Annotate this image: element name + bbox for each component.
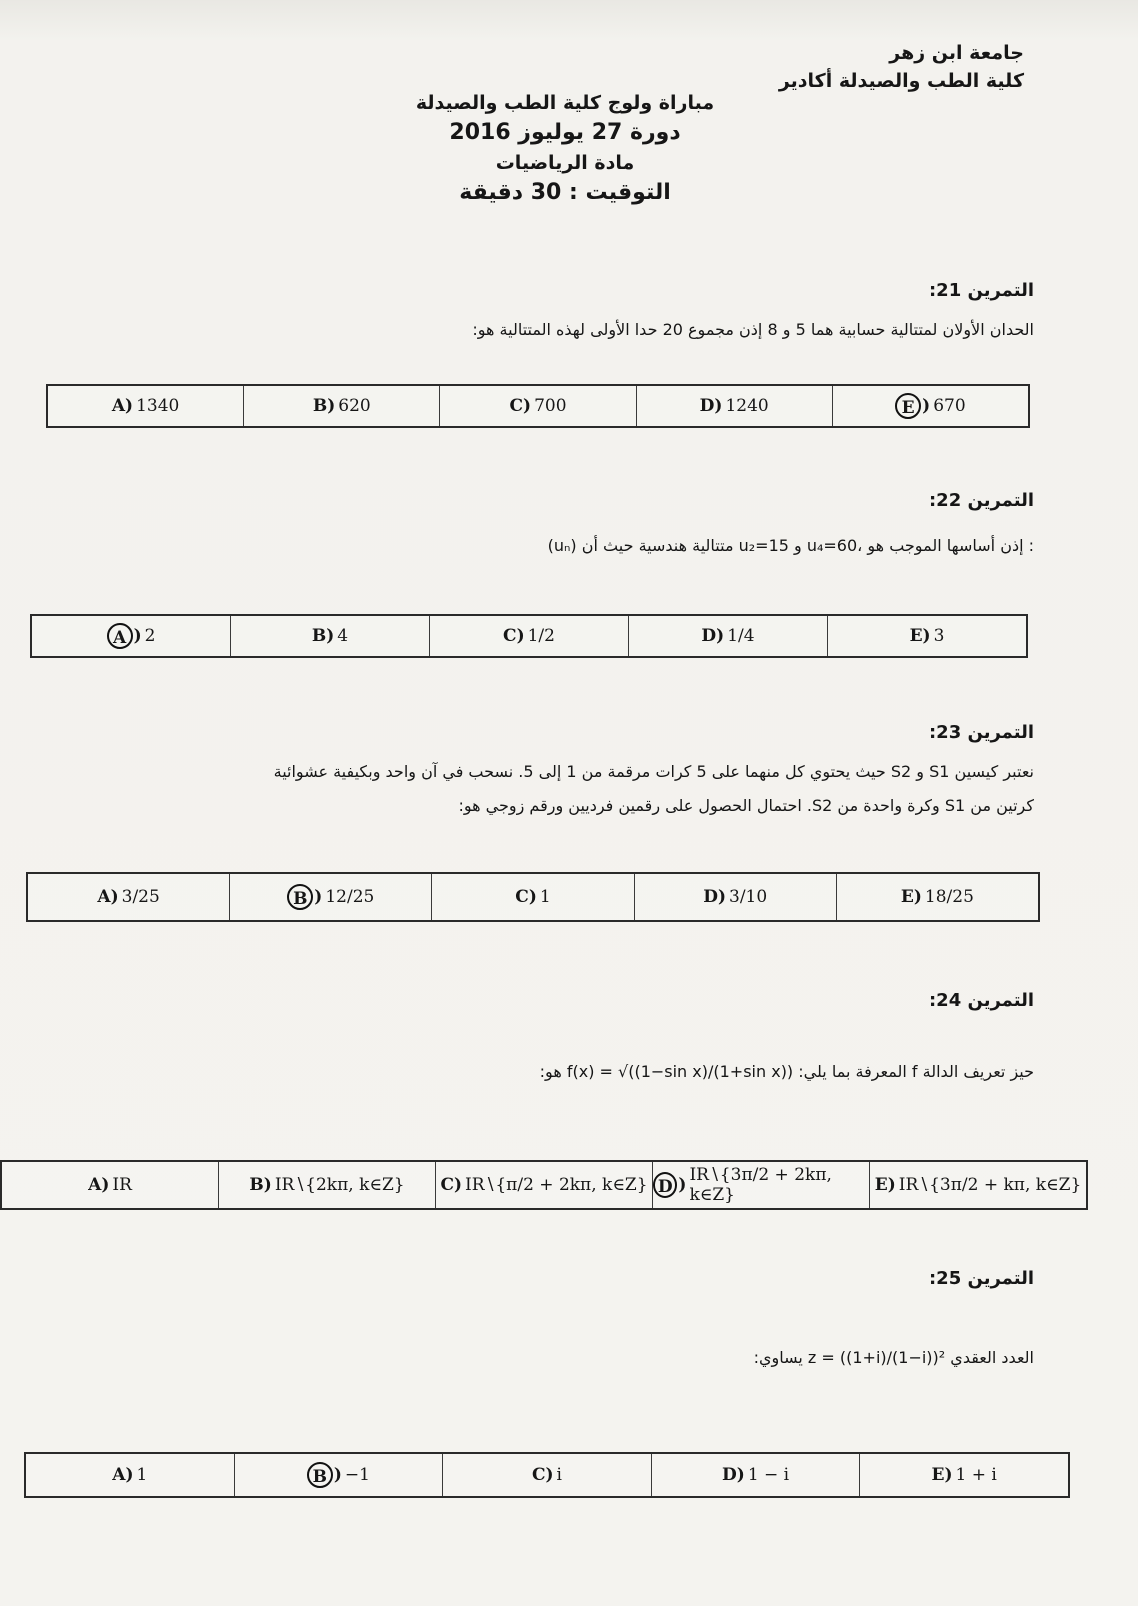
answer-letter: B: [249, 1175, 264, 1195]
answer-value: 1340: [136, 396, 180, 416]
answer-choice-d: [652, 1454, 861, 1496]
selected-answer-letter: E: [895, 393, 921, 419]
answer-value: −1: [344, 1465, 370, 1485]
selected-answer-letter: B: [307, 1462, 333, 1488]
answer-letter: E: [931, 1465, 945, 1485]
answer-choice-b: [230, 874, 432, 920]
exercise-25-answers: [24, 1452, 1070, 1498]
answer-choice-a: [26, 1454, 235, 1496]
answer-paren: ): [922, 626, 931, 646]
answer-value: IR∖{3π/2 + 2kπ, k∈Z}: [689, 1165, 832, 1205]
answer-letter: E: [909, 626, 923, 646]
exercise-24-title: التمرين 24:: [928, 990, 1034, 1011]
answer-choice-d: [629, 616, 828, 656]
answer-paren: ): [922, 396, 931, 416]
answer-paren: ): [125, 1465, 134, 1485]
answer-choice-a: [28, 874, 230, 920]
exam-duration: التوقيت : 30 دقيقة: [459, 180, 671, 205]
exercise-21-title: التمرين 21:: [928, 280, 1034, 301]
answer-paren: ): [333, 1465, 342, 1485]
answer-choice-d: [653, 1162, 870, 1208]
answer-choice-d: [635, 874, 837, 920]
answer-letter: D: [722, 1465, 737, 1485]
answer-choice-a: [48, 386, 244, 426]
answer-choice-e: [860, 1454, 1068, 1496]
answer-letter: C: [509, 396, 524, 416]
exercise-24-statement: حيز تعريف الدالة f المعرفة بما يلي: f(x) = √((1−sin x)/(1+sin x)) هو:: [539, 1062, 1034, 1081]
answer-value: 670: [933, 396, 966, 416]
answer-choice-a: [2, 1162, 219, 1208]
exercise-23-statement-line1: نعتبر كيسين S1 و S2 حيث يحتوي كل منهما على 5 كرات مرقمة من 1 إلى 5. نسحب في آن واحد وبكيفية عشوائية: [273, 762, 1034, 781]
answer-paren: ): [717, 887, 727, 907]
answer-value: i: [556, 1465, 562, 1485]
answer-letter: A: [88, 1175, 102, 1195]
exam-name: مباراة ولوج كلية الطب والصيدلة: [415, 92, 715, 114]
answer-paren: ): [545, 1465, 554, 1485]
answer-choice-c: [436, 1162, 653, 1208]
answer-value: 18/25: [924, 887, 974, 907]
answer-letter: A: [111, 396, 126, 416]
exercise-24-answers: [0, 1160, 1088, 1210]
answer-paren: ): [736, 1465, 745, 1485]
answer-value: 700: [534, 396, 567, 416]
answer-paren: ): [716, 626, 725, 646]
selected-answer-letter: D: [653, 1172, 677, 1198]
answer-paren: ): [110, 887, 119, 907]
answer-letter: D: [703, 887, 718, 907]
answer-letter: A: [97, 887, 111, 907]
answer-value: 3/25: [121, 887, 160, 907]
exercise-23-answers: [26, 872, 1040, 922]
answer-choice-e: [870, 1162, 1086, 1208]
answer-value: 1: [539, 887, 551, 907]
answer-choice-c: [443, 1454, 652, 1496]
answer-letter: D: [699, 396, 715, 416]
answer-paren: ): [523, 396, 532, 416]
answer-choice-c: [432, 874, 634, 920]
answer-value: 1/4: [727, 626, 755, 646]
answer-choice-a: [32, 616, 231, 656]
exam-session: دورة 27 يوليوز 2016: [449, 120, 681, 145]
answer-value: 2: [144, 626, 156, 646]
institution-line2: كلية الطب والصيدلة أكادير: [778, 70, 1024, 92]
answer-paren: ): [101, 1175, 110, 1195]
answer-letter: A: [112, 1465, 126, 1485]
exercise-23-statement-line2: كرتين من S1 وكرة واحدة من S2. احتمال الحصول على رقمين فرديين ورقم زوجي هو:: [458, 796, 1034, 815]
answer-paren: ): [678, 1175, 687, 1195]
answer-letter: B: [312, 396, 328, 416]
institution-line1: جامعة ابن زهر: [889, 42, 1024, 64]
answer-paren: ): [326, 626, 335, 646]
answer-letter: C: [531, 1465, 546, 1485]
answer-choice-c: [430, 616, 629, 656]
answer-choice-b: [235, 1454, 444, 1496]
answer-choice-b: [219, 1162, 436, 1208]
exam-header: [330, 88, 800, 208]
exercise-25-title: التمرين 25:: [928, 1268, 1034, 1289]
selected-answer-letter: A: [107, 623, 133, 649]
answer-paren: ): [453, 1175, 463, 1195]
answer-value: 1 + i: [955, 1465, 997, 1485]
selected-answer-letter: B: [287, 884, 313, 910]
answer-letter: C: [440, 1175, 454, 1195]
answer-paren: ): [263, 1175, 272, 1195]
exercise-21-answers: [46, 384, 1030, 428]
answer-value: 620: [338, 396, 371, 416]
answer-paren: ): [944, 1465, 953, 1485]
exercise-22-answers: [30, 614, 1028, 658]
answer-value: 12/25: [325, 887, 375, 907]
exam-subject: مادة الرياضيات: [495, 152, 635, 174]
answer-letter: E: [900, 887, 914, 907]
answer-value: 3: [933, 626, 945, 646]
answer-paren: ): [327, 396, 336, 416]
answer-letter: B: [311, 626, 327, 646]
answer-paren: ): [516, 626, 525, 646]
answer-choice-c: [440, 386, 636, 426]
answer-choice-b: [244, 386, 440, 426]
answer-paren: ): [125, 396, 134, 416]
answer-choice-e: [837, 874, 1038, 920]
answer-choice-e: [833, 386, 1028, 426]
answer-value: 1240: [725, 396, 769, 416]
exercise-21-statement: الحدان الأولان لمتتالية حسابية هما 5 و 8 إذن مجموع 20 حدا الأولى لهذه المتتالية هو:: [472, 320, 1034, 339]
answer-choice-b: [231, 616, 430, 656]
answer-value: 3/10: [729, 887, 768, 907]
answer-letter: C: [503, 626, 517, 646]
answer-choice-d: [637, 386, 833, 426]
answer-paren: ): [714, 396, 723, 416]
exercise-23-title: التمرين 23:: [928, 722, 1034, 743]
answer-value: 1 − i: [747, 1465, 790, 1485]
answer-letter: E: [874, 1175, 888, 1195]
answer-choice-e: [828, 616, 1026, 656]
answer-paren: ): [133, 626, 142, 646]
answer-letter: C: [515, 887, 529, 907]
answer-value: 4: [337, 626, 349, 646]
answer-value: IR∖{2kπ, k∈Z}: [274, 1175, 405, 1195]
answer-value: 1/2: [527, 626, 555, 646]
answer-paren: ): [913, 887, 922, 907]
exercise-22-statement: (uₙ) متتالية هندسية حيث أن u₂=15 و u₄=60، إذن أساسها الموجب هو :: [547, 536, 1034, 555]
answer-letter: D: [701, 626, 717, 646]
answer-value: IR: [112, 1175, 132, 1195]
answer-paren: ): [528, 887, 537, 907]
answer-value: IR∖{π/2 + 2kπ, k∈Z}: [465, 1175, 648, 1195]
answer-paren: ): [314, 887, 323, 907]
answer-value: IR∖{3π/2 + kπ, k∈Z}: [898, 1175, 1082, 1195]
exercise-25-statement: العدد العقدي z = ((1+i)/(1−i))² يساوي:: [753, 1348, 1034, 1367]
answer-value: 1: [136, 1465, 148, 1485]
exercise-22-title: التمرين 22:: [928, 490, 1034, 511]
answer-paren: ): [887, 1175, 896, 1195]
